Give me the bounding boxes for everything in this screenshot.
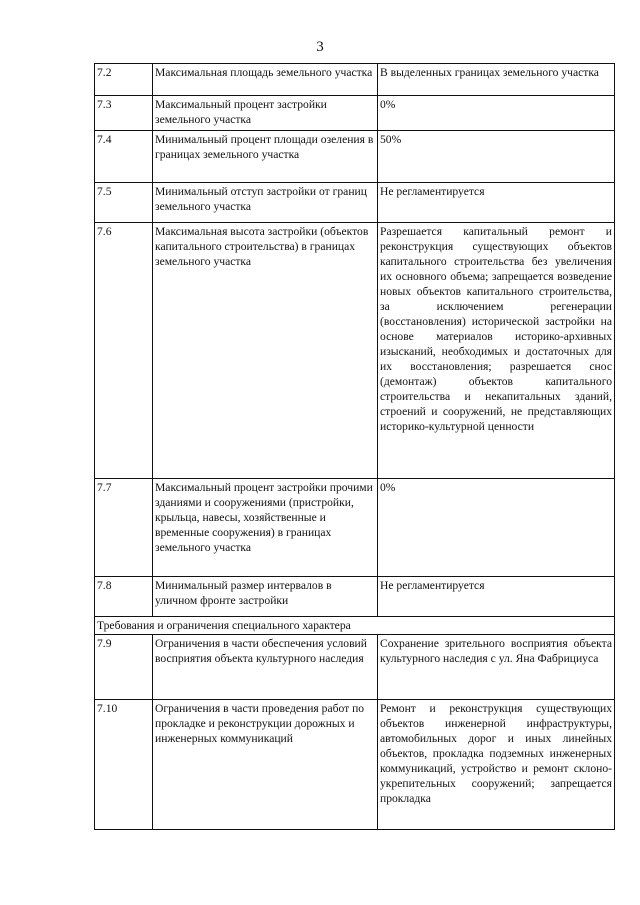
parameter-cell: Ограничения в части проведения работ по прокладке и реконструкции дорожных и инженерных коммуникаций (153, 700, 378, 830)
row-number: 7.10 (95, 700, 153, 830)
value-cell: 50% (378, 131, 615, 183)
table-row (95, 635, 615, 700)
value-cell: Не регламентируется (378, 577, 615, 617)
table-row (95, 700, 615, 830)
parameter-cell: Минимальный процент площади озеления в границах земельного участка (153, 131, 378, 183)
value-cell: 0% (378, 96, 615, 131)
table-row (95, 96, 615, 131)
value-cell: В выделенных границах земельного участка (378, 64, 615, 96)
parameter-cell: Минимальный отступ застройки от границ земельного участка (153, 183, 378, 223)
row-number: 7.8 (95, 577, 153, 617)
page-number: 3 (316, 39, 324, 55)
parameter-cell: Ограничения в части обеспечения условий восприятия объекта культурного наследия (153, 635, 378, 700)
value-cell: Сохранение зрительного восприятия объекта культурного наследия с ул. Яна Фабрициуса (378, 635, 615, 700)
table-row (95, 577, 615, 617)
row-number: 7.6 (95, 223, 153, 479)
row-number: 7.7 (95, 479, 153, 577)
regulations-table (94, 63, 615, 830)
parameter-cell: Максимальный процент застройки земельного участка (153, 96, 378, 131)
value-cell: Ремонт и реконструкция существующих объектов инженерной инфраструктуры, автомобильных дорог и иных линейных объектов, прокладка подземных инженерных коммуникаций, устройство и ремонт склоно-укрепительных сооружений; запрещается прокладка (378, 700, 615, 830)
table-row (95, 64, 615, 96)
value-cell: 0% (378, 479, 615, 577)
section-header: Требования и ограничения специального характера (95, 617, 615, 635)
parameter-cell: Максимальная высота застройки (объектов капитального строительства) в границах земельного участка (153, 223, 378, 479)
row-number: 7.9 (95, 635, 153, 700)
parameter-cell: Минимальный размер интервалов в уличном фронте застройки (153, 577, 378, 617)
section-header-row (95, 617, 615, 635)
row-number: 7.2 (95, 64, 153, 96)
table-row (95, 131, 615, 183)
table-row (95, 183, 615, 223)
parameter-cell: Максимальный процент застройки прочими зданиями и сооружениями (пристройки, крыльца, навесы, хозяйственные и временные сооружения) в границах земельного участка (153, 479, 378, 577)
table-row (95, 223, 615, 479)
value-cell: Не регламентируется (378, 183, 615, 223)
parameter-cell: Максимальная площадь земельного участка (153, 64, 378, 96)
value-cell: Разрешается капитальный ремонт и реконструкция существующих объектов капитального строительства без увеличения их основного объема; запрещается возведение новых объектов капитального строительства, за исключением регенерации (восстановления) исторической застройки на основе материалов историко-архивных изысканий, необходимых и достаточных для их восстановления; разрешается снос (демонтаж) объектов капитального строительства и некапитальных зданий, строений и сооружений, не представляющих историко-культурной ценности (378, 223, 615, 479)
row-number: 7.5 (95, 183, 153, 223)
table-row (95, 479, 615, 577)
row-number: 7.3 (95, 96, 153, 131)
row-number: 7.4 (95, 131, 153, 183)
